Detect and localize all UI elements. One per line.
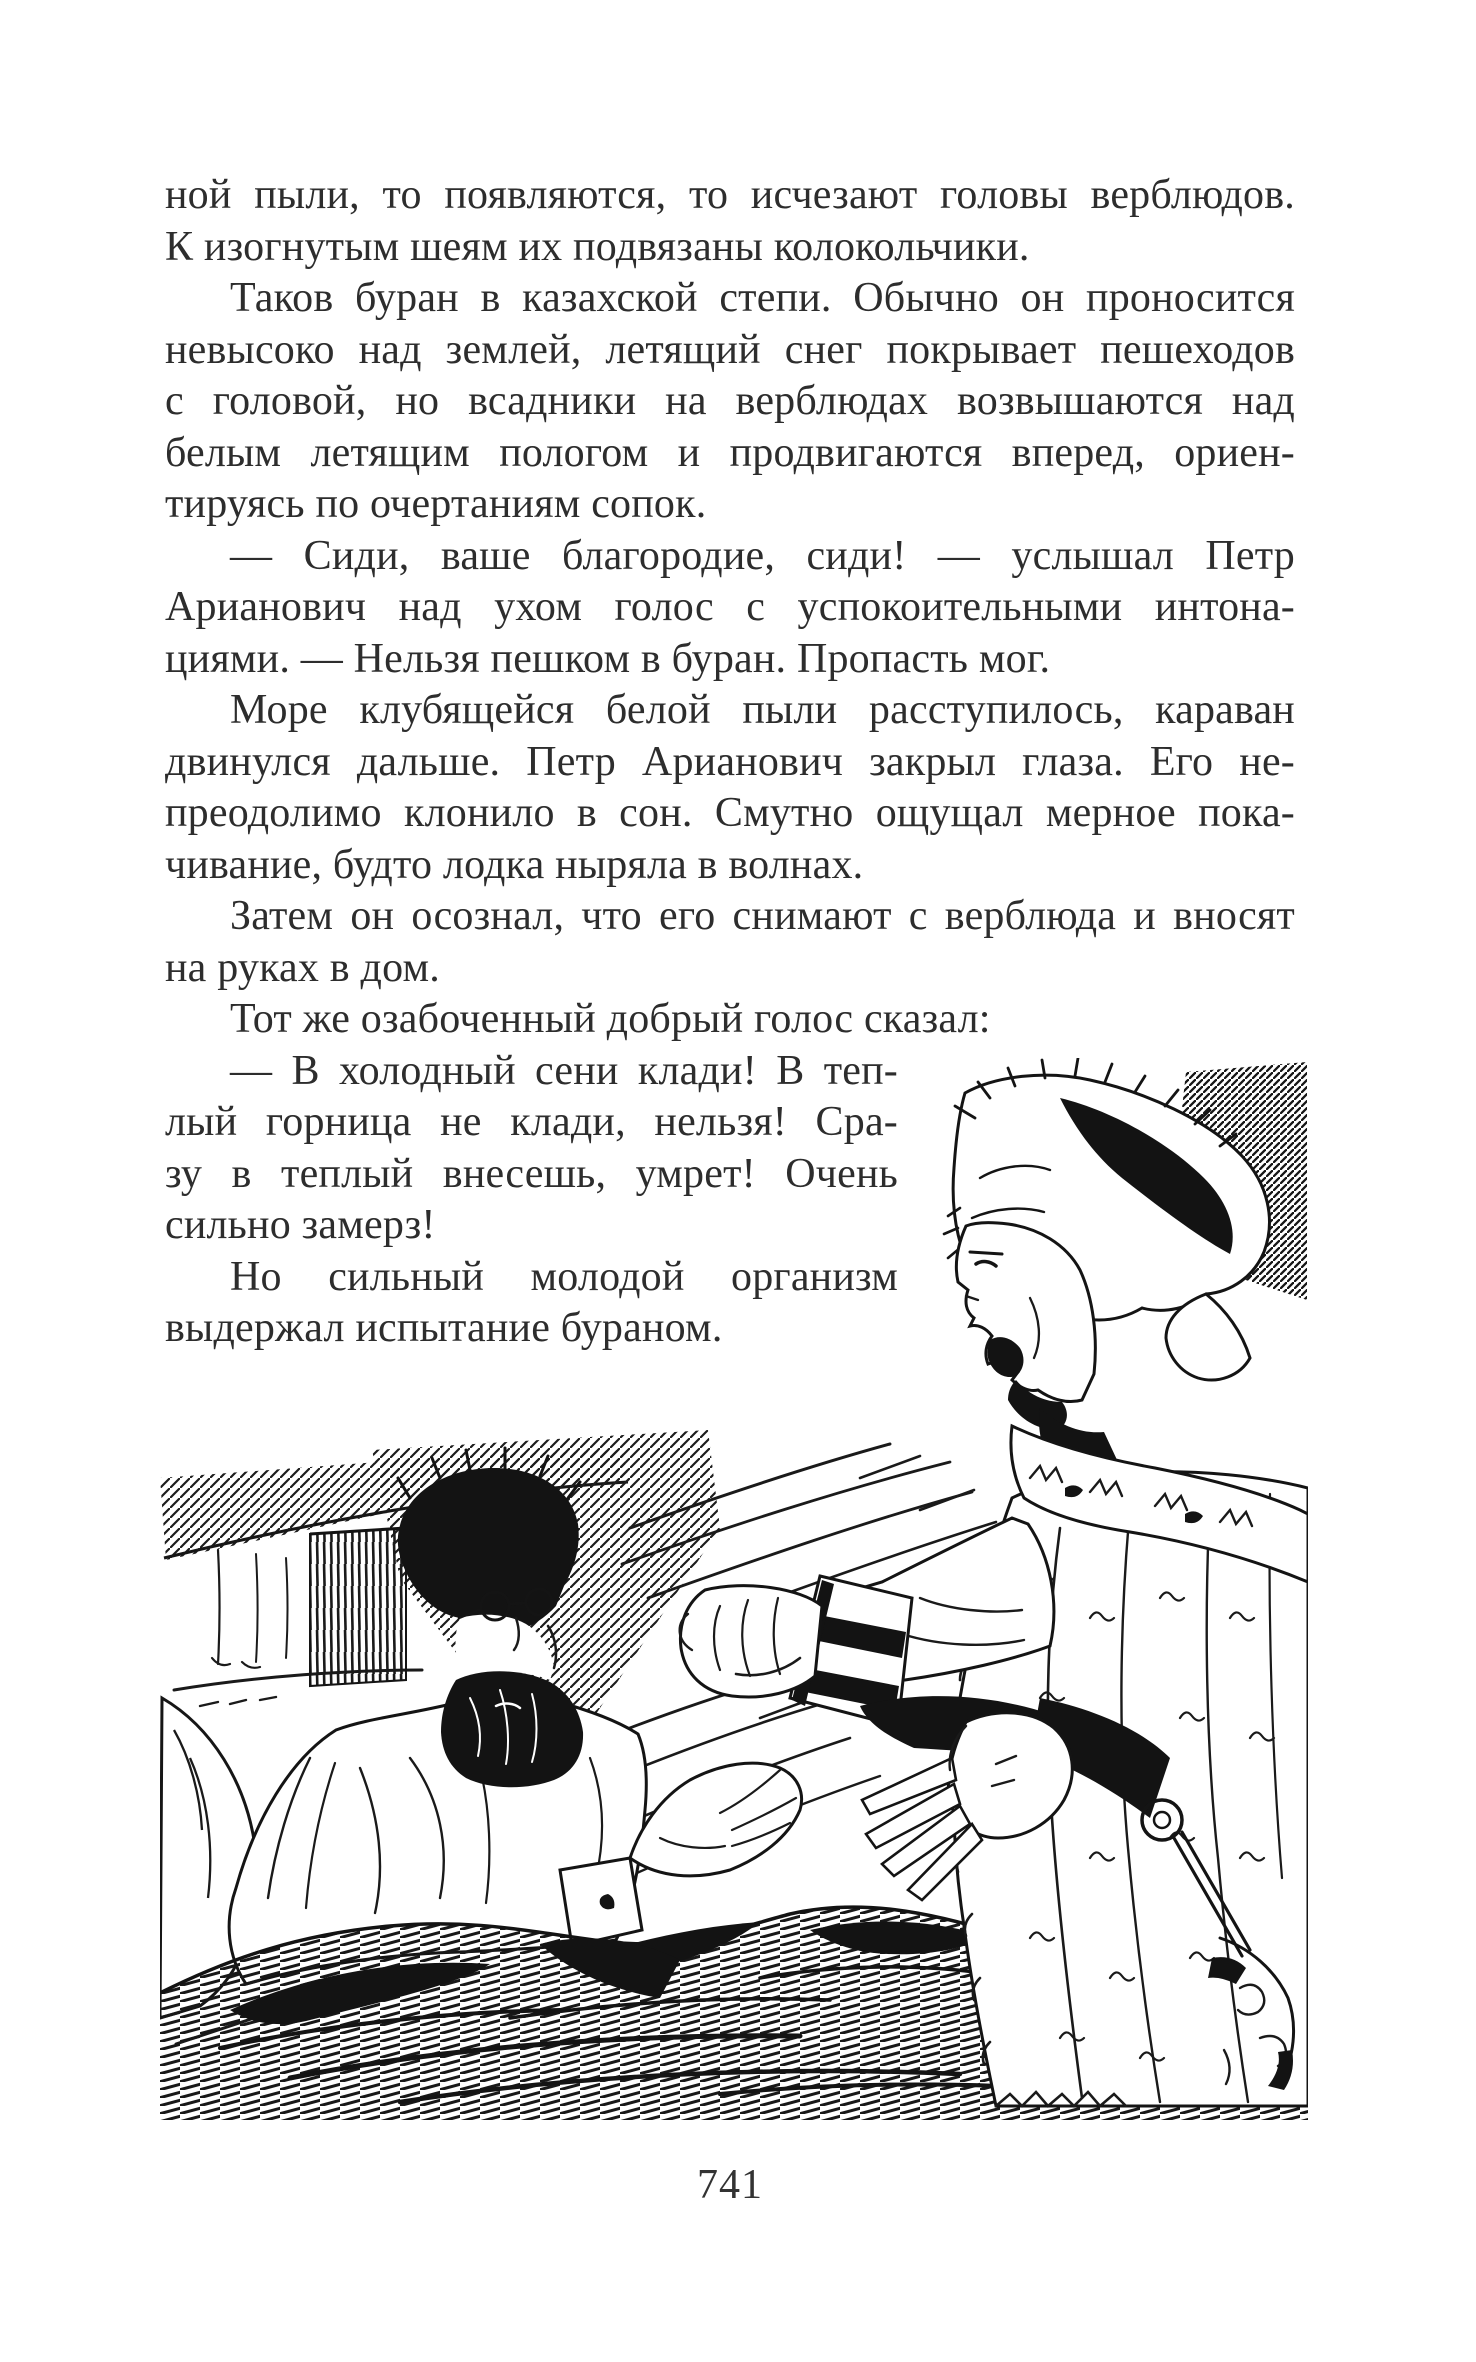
text-line: К изогнутым шеям их подвязаны колокольчики. [165, 223, 1030, 270]
text-line: зу в теплый внесешь, умрет! Очень [165, 1150, 898, 1197]
text-line: Тот же озабоченный добрый голос сказал: [230, 996, 991, 1042]
page-footer [165, 2160, 1295, 2212]
text-line: Затем он осознал, что его снимают с верблюда и вносят [230, 893, 1295, 939]
text-line: белым летящим пологом и продвигаются вперед, ориен- [165, 429, 1295, 476]
text-line: Таков буран в казахской степи. Обычно он проносится [230, 275, 1295, 321]
seated-hand [630, 1763, 802, 1876]
text-line: Арианович над ухом голос с успокоительными интона- [165, 584, 1295, 630]
text-line: выдержал испытание бураном. [165, 1305, 723, 1351]
text-line: Но сильный молодой организм [230, 1253, 898, 1300]
page-number: 741 [697, 2162, 763, 2208]
text-line: тируясь по очертаниям сопок. [165, 481, 707, 527]
text-line: невысоко над землей, летящий снег покрывает пешеходов [165, 326, 1295, 373]
text-line: сильно замерз! [165, 1202, 436, 1248]
fist [680, 1586, 822, 1697]
text-line: двинулся дальше. Петр Арианович закрыл глаза. Его не- [165, 738, 1295, 785]
text-line: циями. — Нельзя пешком в буран. Пропасть мог. [165, 635, 1051, 682]
text-line: Море клубящейся белой пыли расступилось, караван [230, 687, 1295, 733]
text-line: ной пыли, то появляются, то исчезают головы верблюдов. [165, 172, 1295, 218]
text-line: преодолимо клонило в сон. Смутно ощущал мерное пока- [165, 790, 1295, 836]
text-line: на руках в дом. [165, 944, 440, 991]
text-line: с головой, но всадники на верблюдах возвышаются над [165, 378, 1295, 424]
text-line: лый горница не клади, нельзя! Сра- [165, 1099, 898, 1145]
text-line: чивание, будто лодка ныряла в волнах. [165, 841, 864, 888]
text-line: — Сиди, ваше благородие, сиди! — услышал Петр [230, 532, 1295, 579]
text-line: — В холодный сени клади! В теп- [230, 1047, 898, 1094]
illustration [160, 1058, 1308, 2120]
